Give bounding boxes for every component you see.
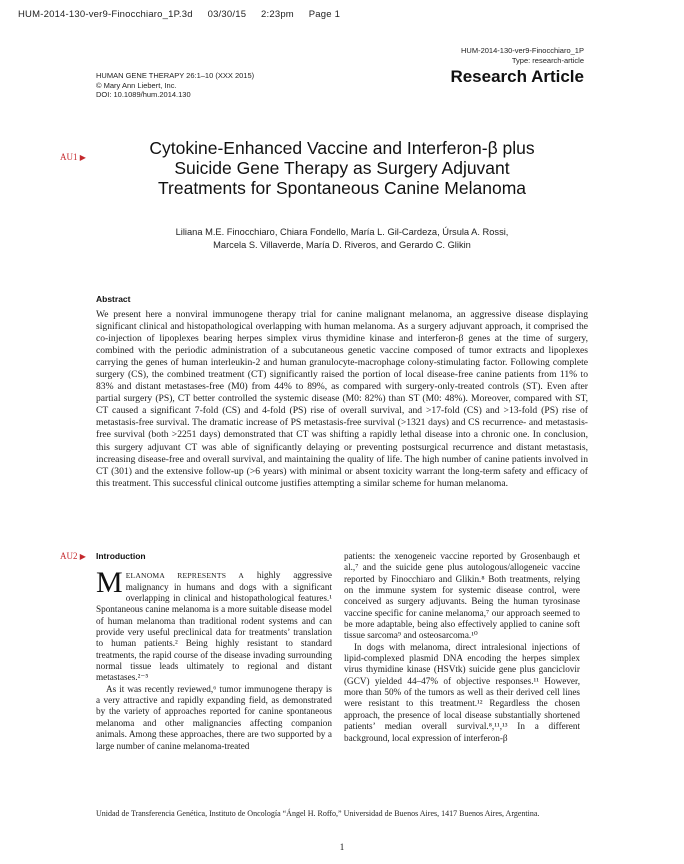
article-type: Research Article [450, 67, 584, 86]
page-number: 1 [339, 842, 345, 852]
author-query-label: AU2 [60, 551, 78, 561]
intro-paragraph: In dogs with melanoma, direct intralesional injections of lipid-complexed plasmid DNA encoding the herpes simplex virus thymidine kinase (HSVtk) suicide gene plus ganciclovir (GCV) yielded 44–47% of objective responses.¹¹ However, more than 50% of the tumors as well as their derived cell lines were resistant to this treatment.¹² Regardless the chosen approach, the presence of local disease substantially shortened patients’ median overall survival.⁸,¹¹,¹³ In a different background, local expression of interferon-β [344, 641, 580, 743]
proof-time: 2:23pm [261, 9, 294, 20]
journal-copyright: © Mary Ann Liebert, Inc. [96, 80, 177, 90]
abstract-heading: Abstract [96, 294, 131, 304]
affiliation-footnote: Unidad de Transferencia Genética, Instituto de Oncología “Ángel H. Roffo,” Universidad de Buenos Aires, 1417 Buenos Aires, Argentina. [96, 809, 540, 818]
intro-paragraph: As it was recently reviewed,⁶ tumor immunogene therapy is a very attractive and rapidly expanding field, as demonstrated by the variety of approaches reported for canine spontaneous melanoma and other malignancies affecting companion animals. Among these approaches, there are two supported by a large number of canine melanoma-treated [96, 683, 332, 751]
job-info [461, 46, 584, 66]
author-query-marker-1[interactable] [60, 152, 86, 162]
proof-filename: HUM-2014-130-ver9-Finocchiaro_1P.3d [18, 9, 193, 20]
left-column [96, 551, 332, 752]
journal-citation: HUMAN GENE THERAPY 26:1–10 (XXX 2015) [96, 71, 255, 80]
intro-smallcaps: ELANOMA REPRESENTS A [125, 571, 245, 581]
triangle-right-icon: ▶ [79, 153, 86, 162]
right-column [344, 551, 580, 744]
journal-info [96, 71, 254, 100]
triangle-right-icon: ▶ [79, 552, 86, 561]
intro-paragraph: patients: the xenogeneic vaccine reported by Grosenbaugh et al.,⁷ and the suicide gene plus autologous/allogeneic vaccine reported by Finocchiaro and Glikin.⁸ Both treatments, relying on the immune system for systemic disease control, were conceived as surgery adjuvants. Being the human tyrosinase vaccine specific for canine melanoma,⁷ our approach seemed to be more adaptable, being also effectively applied to canine soft tissue sarcoma⁹ and osteosarcoma.¹⁰ [344, 551, 580, 641]
proof-page: Page 1 [308, 9, 341, 20]
authors-line: Marcela S. Villaverde, María D. Riveros, and Gerardo C. Glikin [213, 240, 471, 250]
drop-cap: M [96, 566, 123, 600]
author-list [96, 226, 588, 252]
title-line: Cytokine-Enhanced Vaccine and Interferon-β plus [149, 138, 535, 158]
title-line: Treatments for Spontaneous Canine Melanoma [157, 178, 527, 198]
abstract-text: We present here a nonviral immunogene therapy trial for canine malignant melanoma, an aggressive disease displaying significant clinical and histopathological overlapping with human melanoma. As a surgery adjuvant approach, it comprised the co-injection of lipoplexes bearing herpes simplex virus thymidine kinase and interferon-β genes at the time of surgery, combined with the periodic administration of a subcutaneous genetic vaccine composed of tumor extracts and lipoplexes carrying the genes of human interleukin-2 and human granulocyte-macrophage colony-stimulating factor. Following complete surgery (CS), the combined treatment (CT) significantly raised the portion of local disease-free canine patients from 11% to 83% and distant metastases-free (M0) from 44% to 89%, as compared with surgery-only-treated controls (ST). Even after partial surgery (PS), CT better controlled the systemic disease (M0: 82%) than ST (M0: 48%). Moreover, compared with ST, CT caused a significant 7-fold (CS) and 4-fold (PS) rise of overall survival, and >17-fold (CS) and >13-fold (PS) rise of metastasis-free survival. The dramatic increase of PS metastasis-free survival (>1321 days) and CS recurrence- and metastasis-free survival (both >2251 days) demonstrated that CT was shifting a rapidly lethal disease into a chronic one. In conclusion, this surgery adjuvant CT was able of significantly delaying or preventing postsurgical recurrence and distant metastasis, increasing disease-free and overall survival, and maintaining the quality of life. The high number of canine patients involved in CT (301) and the extensive follow-up (>6 years) with minimal or absent toxicity warrant the long-term safety and efficacy of this treatment. This successful clinical outcome justifies attempting a similar scheme for human melanoma. [96, 309, 588, 489]
article-title [96, 138, 588, 198]
proof-date: 03/30/15 [207, 9, 247, 20]
introduction-heading: Introduction [96, 551, 146, 561]
proof-header [18, 9, 352, 20]
job-type: Type: research-article [511, 56, 584, 65]
author-query-marker-2[interactable] [60, 551, 86, 561]
authors-line: Liliana M.E. Finocchiaro, Chiara Fondello, María L. Gil-Cardeza, Úrsula A. Rossi, [175, 227, 509, 237]
job-id: HUM-2014-130-ver9-Finocchiaro_1P [461, 46, 584, 55]
author-query-label: AU1 [60, 152, 78, 162]
journal-doi: DOI: 10.1089/hum.2014.130 [96, 90, 191, 99]
intro-paragraph [96, 566, 333, 683]
intro-paragraph-text: highly aggressive malignancy in humans and dogs with a significant overlapping in clinical and histopathological features.¹ Spontaneous canine melanoma is a more suitable disease model of human melanoma than traditional rodent systems and can provide very useful preclinical data for treatments’ translation to human patients.² Being highly resistant to standard treatments, the rapid course of the disease invading surrounding normal tissue leads ultimately to regional and distant metastases.²⁻⁵ [96, 570, 333, 683]
title-line: Suicide Gene Therapy as Surgery Adjuvant [174, 158, 510, 178]
